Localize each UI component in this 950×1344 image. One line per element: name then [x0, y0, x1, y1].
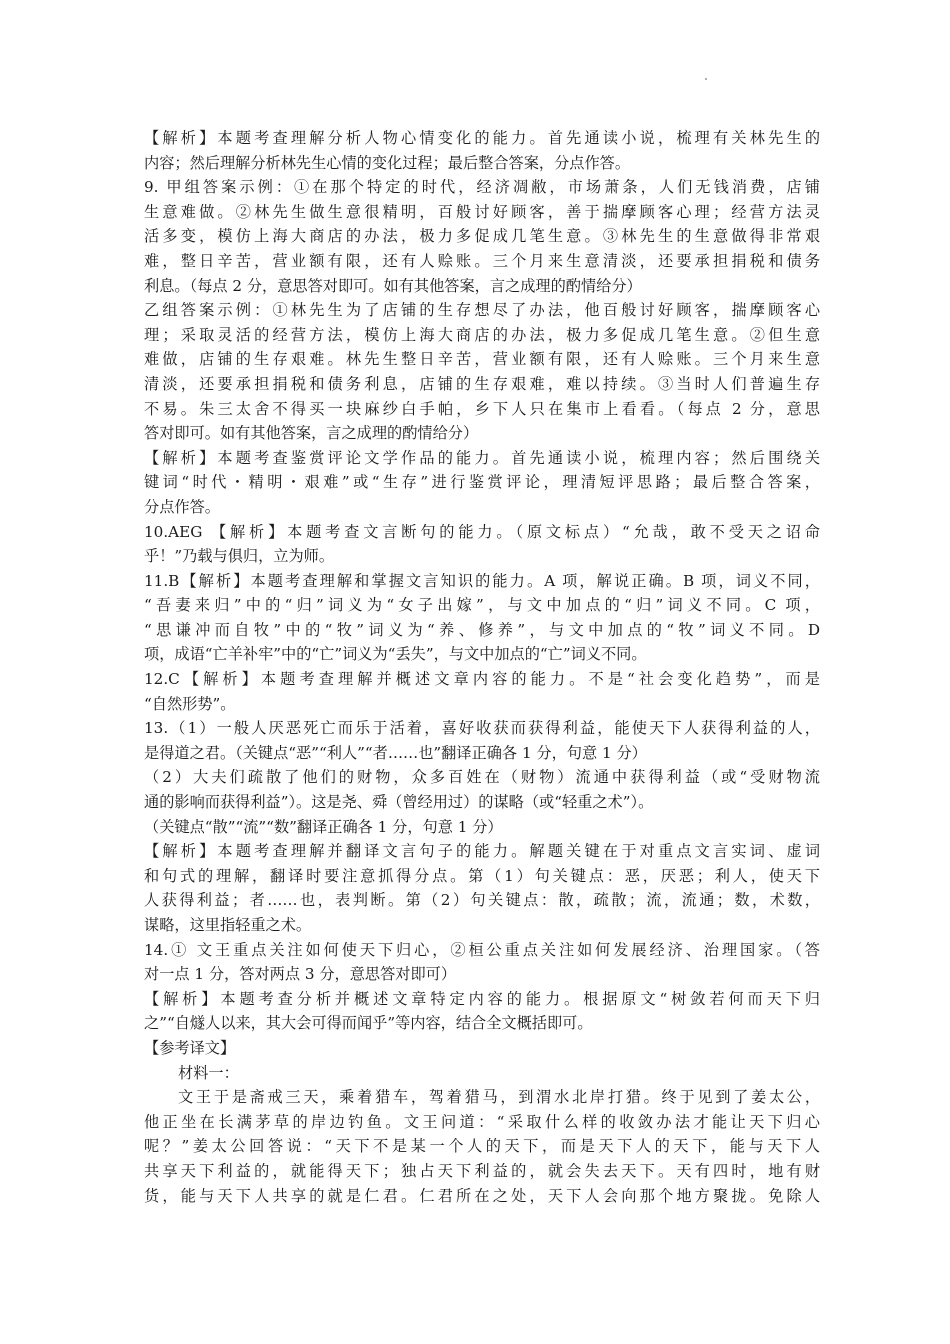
text-line: 共享天下利益的，就能得天下；独占天下利益的，就会失去天下。天有四时，地有财	[144, 1161, 820, 1180]
text-line: “自然形势”。	[144, 694, 236, 713]
text-line: 和句式的理解，翻译时要注意抓得分点。第（1）句关键点：恶，厌恶；利人，使天下	[144, 866, 820, 885]
text-line: 【参考译文】	[144, 1038, 236, 1057]
text-line: 清淡，还要承担捐税和债务利息，店铺的生存艰难，难以持续。③当时人们普遍生存	[144, 374, 820, 393]
text-line: 谋略，这里指轻重之术。	[144, 916, 312, 934]
text-line: 【解析】本题考查理解分析人物心情变化的能力。首先通读小说，梳理有关林先生的	[144, 129, 820, 147]
text-line: 答对即可。如有其他答案，言之成理的酌情给分）	[144, 424, 479, 443]
text-line: 内容；然后理解分析林先生心情的变化过程；最后整合答案，分点作答。	[144, 153, 630, 172]
text-line: （关键点“散”“流”“数”翻译正确各 1 分，句意 1 分）	[144, 817, 503, 836]
text-line: 乙组答案示例：①林先生为了店铺的生存想尽了办法，他百般讨好顾客，揣摩顾客心	[144, 301, 820, 320]
text-line: 14.① 文王重点关注如何使天下归心，②桓公重点关注如何发展经济、治理国家。（答	[144, 940, 820, 959]
text-line: 理；采取灵活的经营方法，模仿上海大商店的办法，极力多促成几笔生意。②但生意	[144, 325, 820, 344]
text-line: 【解析】本题考查理解并翻译文言句子的能力。解题关键在于对重点文言实词、虚词	[144, 842, 820, 861]
text-line: 【解析】本题考查鉴赏评论文学作品的能力。首先通读小说，梳理内容；然后围绕关	[144, 448, 820, 467]
text-line: 9. 甲组答案示例：①在那个特定的时代，经济凋敝，市场萧条，人们无钱消费，店铺	[144, 178, 820, 197]
scan-speck	[705, 78, 707, 80]
answer-text-body	[144, 126, 820, 1208]
text-line: 活多变，模仿上海大商店的办法，极力多促成几笔生意。③林先生的生意做得非常艰	[144, 227, 820, 246]
text-line: （2）大夫们疏散了他们的财物，众多百姓在（财物）流通中获得利益（或“受财物流	[144, 768, 820, 787]
text-line: 12.C【解析】本题考查理解并概述文章内容的能力。不是“社会变化趋势”，而是	[144, 670, 820, 689]
text-line: 13.（1）一般人厌恶死亡而乐于活着，喜好收获而获得利益，能使天下人获得利益的人，	[144, 719, 820, 738]
text-line: 键词“时代・精明・艰难”或“生存”进行鉴赏评论，理清短评思路；最后整合答案，	[144, 473, 820, 492]
text-line: 之”“自燧人以来，其大会可得而闻乎”等内容，结合全文概括即可。	[144, 1014, 593, 1033]
text-line: 不易。朱三太舍不得买一块麻纱白手帕，乡下人只在集市上看看。（每点 2 分，意思	[144, 399, 820, 418]
text-line: 通的影响而获得利益”）。这是尧、舜（曾经用过）的谋略（或“轻重之术”）。	[144, 793, 654, 812]
text-line: 他正坐在长满茅草的岸边钓鱼。文王问道：“采取什么样的收敛办法才能让天下归心	[144, 1112, 820, 1131]
text-line: 分点作答。	[144, 497, 220, 516]
text-line: 项，成语“亡羊补牢”中的“亡”词义为“丢失”，与文中加点的“亡”词义不同。	[144, 645, 647, 664]
text-line: 文王于是斋戒三天，乘着猎车，驾着猎马，到渭水北岸打猎。终于见到了姜太公，	[178, 1088, 820, 1107]
text-line: 难，整日辛苦，营业额有限，还有人赊账。三个月来生意清淡，还要承担捐税和债务	[144, 251, 820, 270]
text-line: “思谦冲而自牧”中的“牧”词义为“养、修养”，与文中加点的“牧”词义不同。D	[144, 620, 820, 639]
text-line: 是得道之君。（关键点“恶”“利人”“者……也”翻译正确各 1 分，句意 1 分）	[144, 743, 647, 762]
text-line: “吾妻来归”中的“归”词义为“女子出嫁”，与文中加点的“归”词义不同。C 项，	[144, 596, 820, 615]
text-line: 对一点 1 分，答对两点 3 分，意思答对即可）	[144, 965, 457, 984]
text-line: 10.AEG 【解析】本题考查文言断句的能力。（原文标点）“允哉，敢不受天之诏命	[144, 522, 820, 541]
text-line: 材料一：	[178, 1063, 239, 1082]
text-line: 11.B【解析】本题考查理解和掌握文言知识的能力。A 项，解说正确。B 项，词义不同，	[144, 571, 820, 590]
text-line: 乎！”乃载与俱归，立为师。	[144, 547, 335, 566]
text-line: 生意难做。②林先生做生意很精明，百般讨好顾客，善于揣摩顾客心理；经营方法灵	[144, 202, 820, 221]
text-line: 难做，店铺的生存艰难。林先生整日辛苦，营业额有限，还有人赊账。三个月来生意	[144, 350, 820, 369]
text-line: 人获得利益；者……也，表判断。第（2）句关键点：散，疏散；流，流通；数，术数，	[144, 891, 820, 910]
text-line: 利息。（每点 2 分，意思答对即可。如有其他答案，言之成理的酌情给分）	[144, 276, 642, 295]
text-line: 呢？”姜太公回答说：“天下不是某一个人的天下，而是天下人的天下，能与天下人	[144, 1137, 820, 1156]
text-line: 【解析】本题考查分析并概述文章特定内容的能力。根据原文“树敛若何而天下归	[144, 989, 820, 1008]
text-line: 货，能与天下人共享的就是仁君。仁君所在之处，天下人会向那个地方聚拢。免除人	[144, 1186, 820, 1205]
